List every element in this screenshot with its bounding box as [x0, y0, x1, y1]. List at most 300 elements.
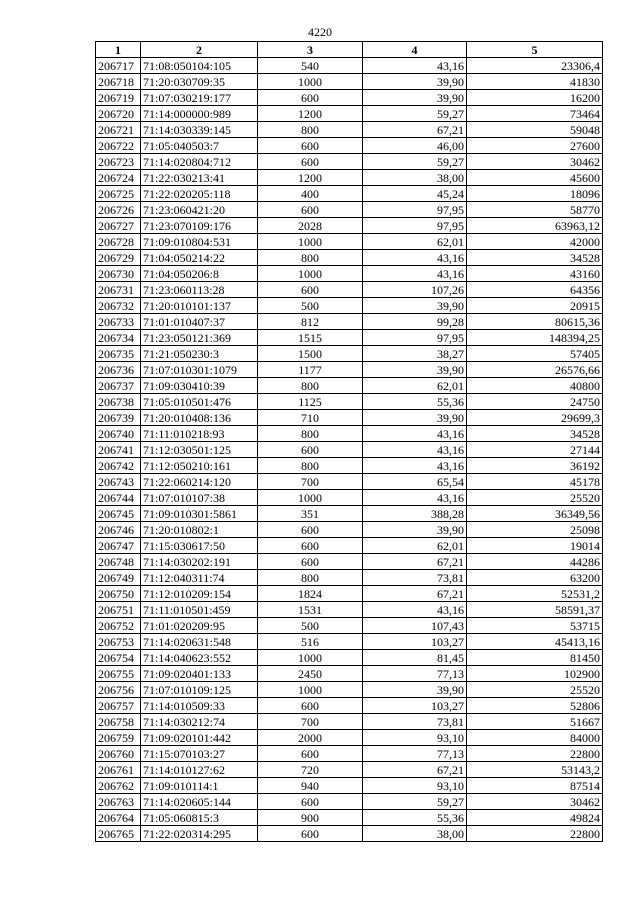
cell-area: 600	[258, 538, 363, 554]
cell-cadastral-number: 71:23:050121:369	[141, 330, 258, 346]
cell-rate: 67,21	[363, 586, 467, 602]
table-row	[96, 554, 603, 570]
table-row	[96, 298, 603, 314]
cell-cadastral-number: 71:22:020205:118	[141, 186, 258, 202]
column-header-2: 2	[141, 42, 258, 58]
cell-cadastral-number: 71:14:020605:144	[141, 794, 258, 810]
cell-record-number: 206759	[96, 730, 141, 746]
cell-cadastral-number: 71:12:050210:161	[141, 458, 258, 474]
cell-rate: 62,01	[363, 538, 467, 554]
cell-record-number: 206742	[96, 458, 141, 474]
cell-value: 40800	[467, 378, 603, 394]
cell-value: 81450	[467, 650, 603, 666]
table-row	[96, 650, 603, 666]
table-row	[96, 586, 603, 602]
cell-value: 26576,66	[467, 362, 603, 378]
cell-cadastral-number: 71:14:030212:74	[141, 714, 258, 730]
cell-area: 600	[258, 282, 363, 298]
table-row	[96, 442, 603, 458]
cell-area: 600	[258, 746, 363, 762]
cell-record-number: 206739	[96, 410, 141, 426]
cell-area: 1515	[258, 330, 363, 346]
cell-record-number: 206737	[96, 378, 141, 394]
cell-cadastral-number: 71:12:010209:154	[141, 586, 258, 602]
cell-cadastral-number: 71:21:050230:3	[141, 346, 258, 362]
table-row	[96, 826, 603, 842]
cell-cadastral-number: 71:07:010301:1079	[141, 362, 258, 378]
cell-rate: 103,27	[363, 698, 467, 714]
cell-rate: 97,95	[363, 218, 467, 234]
cell-cadastral-number: 71:14:010127:62	[141, 762, 258, 778]
cell-value: 30462	[467, 794, 603, 810]
cell-value: 19014	[467, 538, 603, 554]
table-row	[96, 266, 603, 282]
cell-record-number: 206735	[96, 346, 141, 362]
cell-area: 900	[258, 810, 363, 826]
cell-cadastral-number: 71:04:050206:8	[141, 266, 258, 282]
cell-value: 57405	[467, 346, 603, 362]
cell-rate: 77,13	[363, 666, 467, 682]
cell-cadastral-number: 71:09:030410:39	[141, 378, 258, 394]
table-row	[96, 698, 603, 714]
cell-rate: 62,01	[363, 234, 467, 250]
table-row	[96, 250, 603, 266]
cell-rate: 67,21	[363, 554, 467, 570]
cell-rate: 39,90	[363, 74, 467, 90]
cell-cadastral-number: 71:23:070109:176	[141, 218, 258, 234]
cell-rate: 39,90	[363, 362, 467, 378]
header-row	[96, 42, 603, 58]
cell-cadastral-number: 71:22:020314:295	[141, 826, 258, 842]
cell-value: 49824	[467, 810, 603, 826]
cell-cadastral-number: 71:15:030617:50	[141, 538, 258, 554]
cell-cadastral-number: 71:11:010501:459	[141, 602, 258, 618]
cell-record-number: 206746	[96, 522, 141, 538]
cell-rate: 67,21	[363, 122, 467, 138]
cell-record-number: 206756	[96, 682, 141, 698]
cell-area: 800	[258, 250, 363, 266]
cell-area: 351	[258, 506, 363, 522]
cell-value: 73464	[467, 106, 603, 122]
cell-value: 18096	[467, 186, 603, 202]
cell-area: 1200	[258, 170, 363, 186]
table-row	[96, 666, 603, 682]
cell-record-number: 206743	[96, 474, 141, 490]
cell-record-number: 206741	[96, 442, 141, 458]
cell-area: 516	[258, 634, 363, 650]
table-row	[96, 778, 603, 794]
cell-value: 43160	[467, 266, 603, 282]
table-row	[96, 58, 603, 74]
cell-rate: 99,28	[363, 314, 467, 330]
table-row	[96, 714, 603, 730]
cell-cadastral-number: 71:12:040311:74	[141, 570, 258, 586]
cell-record-number: 206728	[96, 234, 141, 250]
cell-rate: 38,00	[363, 826, 467, 842]
cell-record-number: 206765	[96, 826, 141, 842]
cell-cadastral-number: 71:15:070103:27	[141, 746, 258, 762]
cell-value: 87514	[467, 778, 603, 794]
cell-cadastral-number: 71:23:060421:20	[141, 202, 258, 218]
cell-cadastral-number: 71:14:020804:712	[141, 154, 258, 170]
cell-area: 1125	[258, 394, 363, 410]
cell-cadastral-number: 71:14:030202:191	[141, 554, 258, 570]
cell-value: 64356	[467, 282, 603, 298]
table-row	[96, 330, 603, 346]
cell-record-number: 206753	[96, 634, 141, 650]
cell-rate: 55,36	[363, 394, 467, 410]
cell-area: 812	[258, 314, 363, 330]
cell-cadastral-number: 71:09:020101:442	[141, 730, 258, 746]
cell-area: 1531	[258, 602, 363, 618]
cell-cadastral-number: 71:14:000000:989	[141, 106, 258, 122]
table-row	[96, 730, 603, 746]
cell-record-number: 206734	[96, 330, 141, 346]
cell-area: 1177	[258, 362, 363, 378]
cell-value: 58770	[467, 202, 603, 218]
cell-rate: 38,00	[363, 170, 467, 186]
cell-record-number: 206748	[96, 554, 141, 570]
column-header-1: 1	[96, 42, 141, 58]
table-row	[96, 538, 603, 554]
cell-record-number: 206751	[96, 602, 141, 618]
table-row	[96, 602, 603, 618]
column-header-3: 3	[258, 42, 363, 58]
cell-cadastral-number: 71:07:010107:38	[141, 490, 258, 506]
cell-cadastral-number: 71:20:010802:1	[141, 522, 258, 538]
table-row	[96, 570, 603, 586]
cell-value: 45413,16	[467, 634, 603, 650]
cell-record-number: 206732	[96, 298, 141, 314]
table-row	[96, 810, 603, 826]
cell-cadastral-number: 71:20:030709:35	[141, 74, 258, 90]
cell-rate: 59,27	[363, 794, 467, 810]
table-row	[96, 74, 603, 90]
cell-record-number: 206725	[96, 186, 141, 202]
cell-rate: 107,43	[363, 618, 467, 634]
cell-value: 51667	[467, 714, 603, 730]
cell-record-number: 206738	[96, 394, 141, 410]
cell-record-number: 206760	[96, 746, 141, 762]
cell-rate: 59,27	[363, 106, 467, 122]
cell-rate: 45,24	[363, 186, 467, 202]
cell-value: 53143,2	[467, 762, 603, 778]
cell-rate: 77,13	[363, 746, 467, 762]
cell-cadastral-number: 71:05:040503:7	[141, 138, 258, 154]
table-row	[96, 458, 603, 474]
table-row	[96, 618, 603, 634]
table-row	[96, 378, 603, 394]
table-row	[96, 506, 603, 522]
cell-area: 600	[258, 826, 363, 842]
cell-record-number: 206733	[96, 314, 141, 330]
cell-value: 29699,3	[467, 410, 603, 426]
cell-area: 600	[258, 698, 363, 714]
cell-record-number: 206761	[96, 762, 141, 778]
cell-value: 44286	[467, 554, 603, 570]
cell-area: 800	[258, 426, 363, 442]
cell-rate: 39,90	[363, 410, 467, 426]
cell-rate: 43,16	[363, 266, 467, 282]
cell-area: 1000	[258, 682, 363, 698]
table-row	[96, 218, 603, 234]
cell-area: 2450	[258, 666, 363, 682]
table-row	[96, 314, 603, 330]
cell-value: 36192	[467, 458, 603, 474]
cell-value: 59048	[467, 122, 603, 138]
cell-area: 710	[258, 410, 363, 426]
cell-rate: 46,00	[363, 138, 467, 154]
cell-cadastral-number: 71:14:020631:548	[141, 634, 258, 650]
cell-value: 53715	[467, 618, 603, 634]
cell-record-number: 206750	[96, 586, 141, 602]
table-row	[96, 490, 603, 506]
table-row	[96, 794, 603, 810]
cell-rate: 43,16	[363, 426, 467, 442]
cell-value: 80615,36	[467, 314, 603, 330]
cell-value: 23306,4	[467, 58, 603, 74]
cell-record-number: 206763	[96, 794, 141, 810]
cell-area: 700	[258, 474, 363, 490]
cell-value: 148394,25	[467, 330, 603, 346]
cell-rate: 65,54	[363, 474, 467, 490]
cell-area: 600	[258, 202, 363, 218]
table-row	[96, 746, 603, 762]
cell-area: 1000	[258, 490, 363, 506]
cell-record-number: 206762	[96, 778, 141, 794]
cell-value: 41830	[467, 74, 603, 90]
cell-cadastral-number: 71:22:030213:41	[141, 170, 258, 186]
cell-area: 600	[258, 90, 363, 106]
cell-record-number: 206752	[96, 618, 141, 634]
cell-value: 52806	[467, 698, 603, 714]
cell-cadastral-number: 71:09:010804:531	[141, 234, 258, 250]
cell-rate: 38,27	[363, 346, 467, 362]
cell-value: 25520	[467, 490, 603, 506]
cell-rate: 81,45	[363, 650, 467, 666]
table-row	[96, 682, 603, 698]
page-number: 4220	[308, 25, 332, 39]
cell-value: 25520	[467, 682, 603, 698]
cell-rate: 55,36	[363, 810, 467, 826]
cell-cadastral-number: 71:14:010509:33	[141, 698, 258, 714]
cell-record-number: 206724	[96, 170, 141, 186]
cell-record-number: 206758	[96, 714, 141, 730]
table-row	[96, 474, 603, 490]
cell-record-number: 206721	[96, 122, 141, 138]
cell-cadastral-number: 71:09:010114:1	[141, 778, 258, 794]
cell-record-number: 206731	[96, 282, 141, 298]
table-row	[96, 410, 603, 426]
cell-cadastral-number: 71:05:010501:476	[141, 394, 258, 410]
cell-cadastral-number: 71:23:060113:28	[141, 282, 258, 298]
table-body	[96, 58, 603, 842]
cell-area: 600	[258, 794, 363, 810]
cell-area: 400	[258, 186, 363, 202]
cell-cadastral-number: 71:20:010408:136	[141, 410, 258, 426]
table-row	[96, 426, 603, 442]
cell-rate: 97,95	[363, 202, 467, 218]
table-row	[96, 522, 603, 538]
cell-record-number: 206764	[96, 810, 141, 826]
cell-value: 52531,2	[467, 586, 603, 602]
cell-area: 2028	[258, 218, 363, 234]
cell-record-number: 206740	[96, 426, 141, 442]
cell-record-number: 206722	[96, 138, 141, 154]
table-row	[96, 362, 603, 378]
cell-value: 63200	[467, 570, 603, 586]
cell-area: 540	[258, 58, 363, 74]
cell-cadastral-number: 71:04:050214:22	[141, 250, 258, 266]
cell-value: 16200	[467, 90, 603, 106]
cell-value: 27600	[467, 138, 603, 154]
table-row	[96, 234, 603, 250]
cell-rate: 107,26	[363, 282, 467, 298]
cell-value: 22800	[467, 826, 603, 842]
table-row	[96, 202, 603, 218]
cell-rate: 73,81	[363, 714, 467, 730]
cell-area: 800	[258, 570, 363, 586]
cell-value: 45178	[467, 474, 603, 490]
cell-value: 30462	[467, 154, 603, 170]
cell-cadastral-number: 71:08:050104:105	[141, 58, 258, 74]
cell-cadastral-number: 71:12:030501:125	[141, 442, 258, 458]
cell-rate: 67,21	[363, 762, 467, 778]
cell-area: 600	[258, 138, 363, 154]
cell-cadastral-number: 71:22:060214:120	[141, 474, 258, 490]
cell-cadastral-number: 71:09:020401:133	[141, 666, 258, 682]
cell-area: 720	[258, 762, 363, 778]
cell-record-number: 206717	[96, 58, 141, 74]
cell-area: 1500	[258, 346, 363, 362]
cell-rate: 39,90	[363, 298, 467, 314]
cell-rate: 62,01	[363, 378, 467, 394]
cell-rate: 93,10	[363, 730, 467, 746]
cell-value: 34528	[467, 426, 603, 442]
cell-cadastral-number: 71:01:020209:95	[141, 618, 258, 634]
table-row	[96, 282, 603, 298]
cell-rate: 43,16	[363, 250, 467, 266]
cell-area: 1824	[258, 586, 363, 602]
table-row	[96, 346, 603, 362]
cell-value: 102900	[467, 666, 603, 682]
table-row	[96, 154, 603, 170]
cell-record-number: 206736	[96, 362, 141, 378]
cell-area: 800	[258, 122, 363, 138]
cell-rate: 43,16	[363, 58, 467, 74]
cell-cadastral-number: 71:01:010407:37	[141, 314, 258, 330]
cell-value: 22800	[467, 746, 603, 762]
cell-rate: 73,81	[363, 570, 467, 586]
cell-area: 940	[258, 778, 363, 794]
cell-value: 84000	[467, 730, 603, 746]
cell-record-number: 206755	[96, 666, 141, 682]
cell-cadastral-number: 71:07:030219:177	[141, 90, 258, 106]
cell-value: 42000	[467, 234, 603, 250]
cell-area: 500	[258, 298, 363, 314]
column-header-4: 4	[363, 42, 467, 58]
cell-area: 600	[258, 154, 363, 170]
cell-cadastral-number: 71:14:040623:552	[141, 650, 258, 666]
cell-record-number: 206729	[96, 250, 141, 266]
cell-record-number: 206744	[96, 490, 141, 506]
cell-record-number: 206719	[96, 90, 141, 106]
cell-area: 1000	[258, 650, 363, 666]
cell-value: 20915	[467, 298, 603, 314]
data-table	[95, 41, 603, 842]
table-row	[96, 186, 603, 202]
cell-value: 58591,37	[467, 602, 603, 618]
cell-record-number: 206749	[96, 570, 141, 586]
cell-area: 600	[258, 522, 363, 538]
cell-value: 45600	[467, 170, 603, 186]
table-row	[96, 762, 603, 778]
cell-rate: 93,10	[363, 778, 467, 794]
cell-rate: 39,90	[363, 682, 467, 698]
cell-rate: 103,27	[363, 634, 467, 650]
cell-record-number: 206754	[96, 650, 141, 666]
cell-rate: 388,28	[363, 506, 467, 522]
cell-area: 1200	[258, 106, 363, 122]
cell-record-number: 206718	[96, 74, 141, 90]
cell-record-number: 206730	[96, 266, 141, 282]
table-row	[96, 106, 603, 122]
cell-rate: 97,95	[363, 330, 467, 346]
cell-area: 600	[258, 442, 363, 458]
cell-cadastral-number: 71:07:010109:125	[141, 682, 258, 698]
cell-rate: 43,16	[363, 442, 467, 458]
cell-cadastral-number: 71:05:060815:3	[141, 810, 258, 826]
cell-record-number: 206757	[96, 698, 141, 714]
cell-record-number: 206745	[96, 506, 141, 522]
cell-area: 700	[258, 714, 363, 730]
table-row	[96, 122, 603, 138]
table-row	[96, 138, 603, 154]
cell-value: 63963,12	[467, 218, 603, 234]
cell-area: 2000	[258, 730, 363, 746]
cell-record-number: 206726	[96, 202, 141, 218]
cell-area: 500	[258, 618, 363, 634]
cell-rate: 43,16	[363, 458, 467, 474]
cell-value: 25098	[467, 522, 603, 538]
cell-rate: 39,90	[363, 90, 467, 106]
cell-area: 600	[258, 554, 363, 570]
table-row	[96, 90, 603, 106]
cell-value: 36349,56	[467, 506, 603, 522]
cell-area: 1000	[258, 74, 363, 90]
cell-rate: 59,27	[363, 154, 467, 170]
cell-value: 34528	[467, 250, 603, 266]
cell-rate: 43,16	[363, 602, 467, 618]
cell-area: 1000	[258, 234, 363, 250]
cell-value: 27144	[467, 442, 603, 458]
table-row	[96, 634, 603, 650]
cell-rate: 39,90	[363, 522, 467, 538]
cell-record-number: 206727	[96, 218, 141, 234]
table-row	[96, 170, 603, 186]
cell-record-number: 206747	[96, 538, 141, 554]
cell-cadastral-number: 71:11:010218:93	[141, 426, 258, 442]
cell-area: 800	[258, 458, 363, 474]
cell-value: 24750	[467, 394, 603, 410]
cell-record-number: 206723	[96, 154, 141, 170]
column-header-5: 5	[467, 42, 603, 58]
cell-cadastral-number: 71:20:010101:137	[141, 298, 258, 314]
table-row	[96, 394, 603, 410]
cell-area: 1000	[258, 266, 363, 282]
cell-record-number: 206720	[96, 106, 141, 122]
cell-cadastral-number: 71:09:010301:5861	[141, 506, 258, 522]
